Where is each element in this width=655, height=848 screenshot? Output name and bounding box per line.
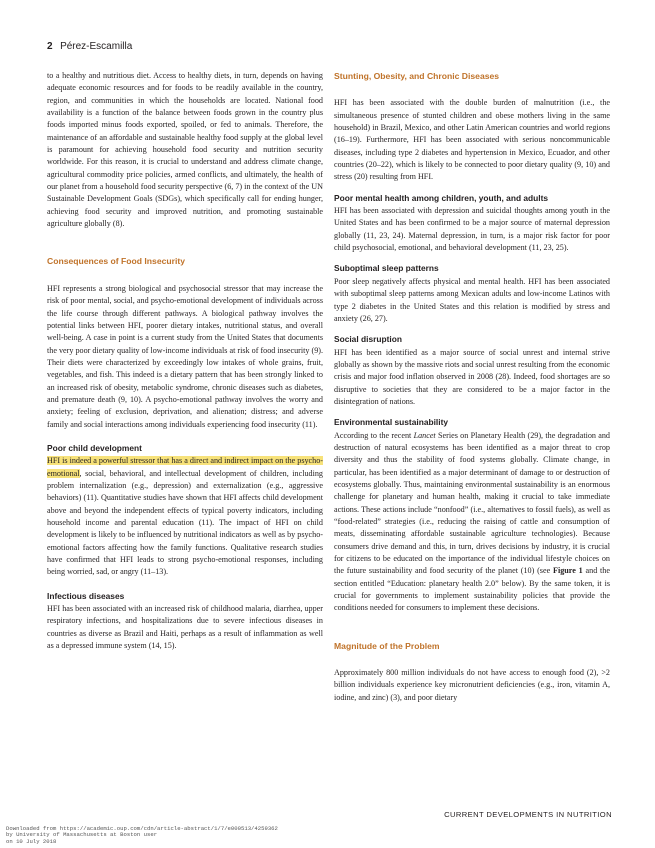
stunting-heading: Stunting, Obesity, and Chronic Diseases	[334, 71, 500, 81]
left-column	[47, 70, 323, 652]
environment-paragraph	[334, 430, 610, 615]
page-header	[47, 41, 132, 52]
sleep-heading: Suboptimal sleep patterns	[334, 263, 439, 274]
child-development-paragraph	[47, 455, 323, 578]
download-line-2: by University of Massachusetts at Boston user	[6, 831, 158, 839]
mental-health-paragraph: HFI has been associated with depression and suicidal thoughts among youth in the United States and has been confirmed to be a major source of maternal depression globally (11, 23, 24). Maternal depression, in turn, is a major risk factor for poor child psychosocial, emotional, and behavioral development (11, 23, 25).	[334, 206, 610, 253]
mental-health-heading: Poor mental health among children, youth, and adults	[334, 192, 549, 203]
journal-footer: CURRENT DEVELOPMENTS IN NUTRITION	[444, 810, 612, 819]
environment-text-3: and the section entitled “Education: planetary health 2.0” below). By the same token, it is crucial for governments to implement sustainability policies that provide the conditions needed for consumers to implement these decisions.	[334, 566, 610, 613]
download-notice	[6, 826, 278, 845]
environment-text-2: Series on Planetary Health (29), the degradation and destruction of natural ecosystems has been identified as a major threat to crop diversity and thus the stability of food systems globally. Climate change, in particular, has been identified as a major determinant of damage to or destruction of ecosystems globally. Thus, maintaining environmental sustainability is an enormous challenge for planetary and human health, making it crucial to take immediate actions. These actions include “nonfood” (i.e., alternatives to fossil fuels), as well as “food-related” strategies (i.e., reducing the raising of cattle and consumption of meats, disseminating affordable sustainable agriculture technologies). Because consumers drive demand and this, in turn, drives decisions by industry, it is crucial for citizens to be educated on the importance of the individual lifestyle choices on the future sustainability and food security of the planet (10) (see	[334, 430, 610, 576]
right-column	[334, 70, 610, 704]
sleep-paragraph: Poor sleep negatively affects physical and mental health. HFI has been associated with suboptimal sleep patterns among Mexican adults and low-income Latinos with type 2 diabetes in the United States and this relation is modified by stress and anxiety (26, 27).	[334, 276, 610, 323]
download-line-3: on 10 July 2018	[6, 837, 57, 845]
consequences-paragraph: HFI represents a strong biological and psychosocial stressor that may increase the risk of poor mental, social, and psycho-emotional development of individuals across the life course through different pathways. A biological pathway involves the potential links between HFI, poorer dietary intakes, nutritional status, and overall well-being. A case in point is a current study from the United States that documents the very poor dietary quality of low-income individuals at risk of food insecurity (9). Their diets were characterized by exceedingly low intakes of whole grains, fruit, vegetables, and fish. This indeed is a dietary pattern that has been strongly linked to an increased risk of obesity, metabolic syndrome, chronic diseases such as diabetes, and premature death (9, 10). A psycho-emotional pathway involves the worry and anxiety; feeling of exclusion, deprivation, and alienation; distress; and adverse family and social interactions among individuals experiencing food insecurity (11).	[47, 283, 323, 429]
intro-paragraph: to a healthy and nutritious diet. Access to healthy diets, in turn, depends on having adequate economic resources and for foods to be readily available in the country, region, and communities in which the households are located. National food availability is a function of the balance between foods grown in the country plus foods imported minus foods exported, spoiled, or fed to animals. Therefore, the maintenance of an affordable and sustainable healthy food supply at the global level is paramount for achieving household food security and nutrition security worldwide. For this reason, it is crucial to understand and address climate change, agricultural commodity price policies, armed conflicts, and ultimately, the health of our planet from a household food security perspective (6, 7) in the context of the UN Sustainable Development Goals (SDGs), which specifically call for ending hunger, achieving food security and improved nutrition, and promoting sustainable agriculture globally (8).	[47, 71, 323, 229]
social-disruption-heading: Social disruption	[334, 334, 402, 345]
highlighted-text[interactable]: HFI is indeed a powerful stressor that has a direct and indirect impact on the psycho-emotional	[47, 456, 323, 478]
figure-1-reference[interactable]: Figure 1	[552, 566, 583, 576]
running-author: Pérez-Escamilla	[60, 41, 133, 52]
magnitude-heading: Magnitude of the Problem	[334, 640, 440, 651]
stunting-paragraph: HFI has been associated with the double burden of malnutrition (i.e., the simultaneous presence of stunted children and obese mothers living in the same household) in Brazil, Mexico, and other Latin American countries and world regions (16–19). Furthermore, HFI has been associated with serious noncommunicable diseases, including type 2 diabetes and hypertension in Mexico, Ecuador, and other countries (20–22), which is likely to be connected to poor dietary quality (9, 10) and stress (20) resulting from HFI.	[334, 98, 610, 182]
page-number: 2	[47, 41, 53, 52]
infectious-diseases-heading: Infectious diseases	[47, 590, 125, 601]
child-development-heading: Poor child development	[47, 442, 142, 453]
environment-heading: Environmental sustainability	[334, 417, 449, 428]
child-development-text: , social, behavioral, and intellectual development of children, including problem internalization (e.g., depression) and externalization (e.g., aggressive behaviors) (11). Quantitative studies have shown that HFI affects child development above and beyond the independent effects of typical poverty indicators, including household income and parental education (11). The impact of HFI on child development is likely to be influenced by nutritional indicators as well as by psycho-emotional factors affecting how the family functions. Qualitative research studies have confirmed that HFI leads to strong psycho-emotional responses, including being worried, sad, or angry (11–13).	[47, 468, 323, 577]
consequences-heading: Consequences of Food Insecurity	[47, 256, 185, 267]
lancet-italic: Lancet	[413, 430, 436, 440]
environment-text-1: According to the recent	[334, 430, 414, 440]
social-disruption-paragraph: HFI has been identified as a major source of social unrest and internal strive globally as shown by the massive riots and social unrest resulting from the economic crisis and major food inflation observed in 2008 (28). Indeed, food shortages are so disruptive to societies that they are considered to be a major factor in the disintegration of nations.	[334, 347, 610, 406]
infectious-diseases-paragraph: HFI has been associated with an increased risk of childhood malaria, diarrhea, upper respiratory infections, and hospitalizations due to severe infectious diseases in countries as diverse as Brazil and Haiti, perhaps as a result of inflammation as well as a depressed immune system (14, 15).	[47, 604, 323, 651]
download-line-1: Downloaded from https://academic.oup.com/cdn/article-abstract/1/7/e000513/4259362	[6, 825, 278, 832]
magnitude-paragraph: Approximately 800 million individuals do not have access to enough food (2), >2 billion individuals experience key micronutrient deficiencies (e.g., iron, vitamin A, iodine, and zinc) (3), and poor dietary	[334, 668, 610, 702]
